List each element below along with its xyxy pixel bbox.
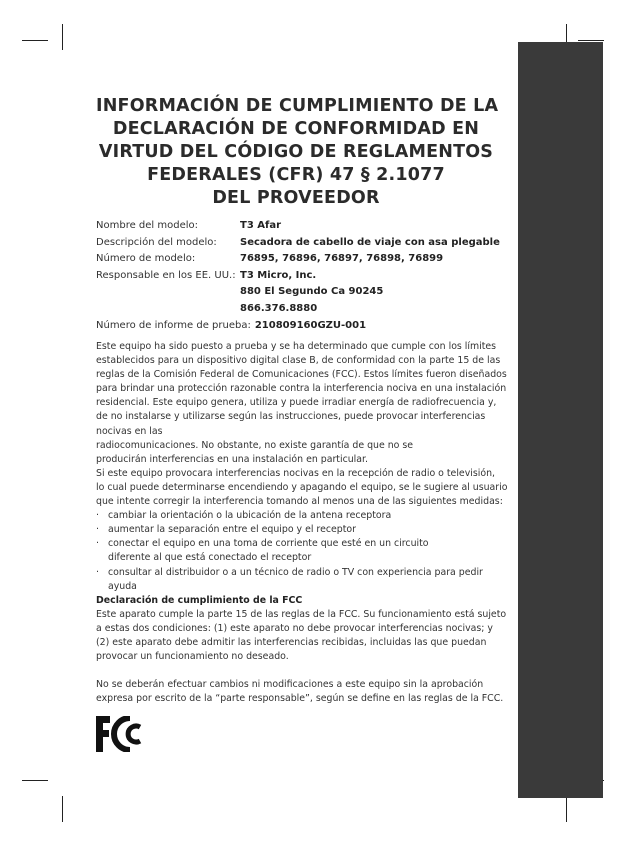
spec-row xyxy=(96,268,500,285)
text-line: a estas dos condiciones: (1) este aparato no debe provocar interferencias nocivas; y xyxy=(96,622,493,634)
crop-mark xyxy=(578,40,604,41)
list-item xyxy=(96,523,496,537)
list-item xyxy=(96,537,496,565)
spec-label: Número de modelo: xyxy=(96,253,196,265)
spec-value: T3 Micro, Inc. xyxy=(240,269,317,281)
spec-value: 880 El Segundo Ca 90245 xyxy=(240,286,384,298)
spec-label: Nombre del modelo: xyxy=(96,220,198,231)
spec-table xyxy=(96,218,500,334)
text-line: para brindar una protección razonable contra la interferencia nociva en una instalación xyxy=(96,383,507,395)
text-line: nocivas en las xyxy=(96,425,163,437)
spec-row xyxy=(96,284,500,301)
spec-value: 866.376.8880 xyxy=(240,302,318,314)
list-item-continuation: diferente al que está conectado el receptor xyxy=(108,552,312,564)
spec-row xyxy=(96,235,500,252)
spec-value: Secadora de cabello de viaje con asa plegable xyxy=(240,236,500,248)
body-text xyxy=(96,340,508,706)
text-line: No se deberán efectuar cambios ni modificaciones a este equipo sin la aprobación xyxy=(96,679,484,691)
list-item-continuation: ayuda xyxy=(108,580,137,592)
side-tab xyxy=(518,42,603,798)
spec-row xyxy=(96,218,500,235)
crop-mark xyxy=(22,780,48,781)
spec-value: T3 Afar xyxy=(240,220,282,231)
text-line: Este aparato cumple la parte 15 de las reglas de la FCC. Su funcionamiento está sujeto xyxy=(96,608,507,620)
crop-mark xyxy=(566,796,567,822)
spec-value: 210809160GZU-001 xyxy=(254,319,367,331)
text-line: reglas de la Comisión Federal de Comunicaciones (FCC). Estos límites fueron diseñados xyxy=(96,369,507,381)
spec-row-report xyxy=(96,318,500,335)
spec-label: Descripción del modelo: xyxy=(96,236,217,248)
spec-label: Número de informe de prueba: xyxy=(96,319,251,331)
text-line: establecidos para un dispositivo digital clase B, de conformidad con la parte 15 de las xyxy=(96,355,501,367)
fcc-logo-icon xyxy=(96,716,144,752)
text-line: Este equipo ha sido puesto a prueba y se ha determinado que cumple con los límites xyxy=(96,341,497,352)
title-line: INFORMACIÓN DE CUMPLIMIENTO DE LA xyxy=(96,96,499,116)
list-item-text: consultar al distribuidor o a un técnico de radio o TV con experiencia para pedir xyxy=(108,566,483,578)
list-item-text: cambiar la orientación o la ubicación de la antena receptora xyxy=(108,510,392,522)
title-line: DECLARACIÓN DE CONFORMIDAD EN xyxy=(112,119,480,139)
title-line: FEDERALES (CFR) 47 § 2.1077 xyxy=(147,165,445,185)
spec-label xyxy=(96,284,240,301)
spec-row xyxy=(96,301,500,318)
text-line: producirán interferencias en una instalación en particular. xyxy=(96,453,369,465)
text-line: de no instalarse y utilizarse según las instrucciones, puede provocar interferencias xyxy=(96,411,486,423)
crop-mark xyxy=(62,796,63,822)
list-item xyxy=(96,509,496,523)
text-line: lo cual puede determinarse encendiendo y apagando el equipo, se le sugiere al usuario xyxy=(96,481,508,493)
crop-mark xyxy=(62,24,63,50)
text-line: residencial. Este equipo genera, utiliza y puede irradiar energía de radiofrecuencia y, xyxy=(96,397,497,409)
text-line: (2) este aparato debe admitir las interferencias recibidas, incluidas las que puedan xyxy=(96,636,487,648)
title-line: VIRTUD DEL CÓDIGO DE REGLAMENTOS xyxy=(98,142,494,162)
text-line: Si este equipo provocara interferencias nocivas en la recepción de radio o televisión, xyxy=(96,467,495,479)
page-title xyxy=(96,95,499,210)
section-heading: Declaración de cumplimiento de la FCC xyxy=(96,594,303,606)
title-line: DEL PROVEEDOR xyxy=(212,188,380,208)
measures-list xyxy=(96,509,496,594)
crop-mark xyxy=(22,40,48,41)
list-item-text: aumentar la separación entre el equipo y el receptor xyxy=(108,524,356,536)
text-line: radiocomunicaciones. No obstante, no existe garantía de que no se xyxy=(96,439,414,451)
list-item-text: conectar el equipo en una toma de corriente que esté en un circuito xyxy=(108,538,429,550)
spec-value: 76895, 76896, 76897, 76898, 76899 xyxy=(240,253,444,265)
spec-label xyxy=(96,301,240,318)
text-line: provocar un funcionamiento no deseado. xyxy=(96,651,289,663)
text-line: expresa por escrito de la “parte responsable”, según se define en las reglas de la FCC. xyxy=(96,693,504,705)
spec-row xyxy=(96,251,500,268)
spec-label: Responsable en los EE. UU.: xyxy=(96,269,236,281)
text-line: que intente corregir la interferencia tomando al menos una de las siguientes medidas: xyxy=(96,496,503,508)
list-item xyxy=(96,566,496,594)
